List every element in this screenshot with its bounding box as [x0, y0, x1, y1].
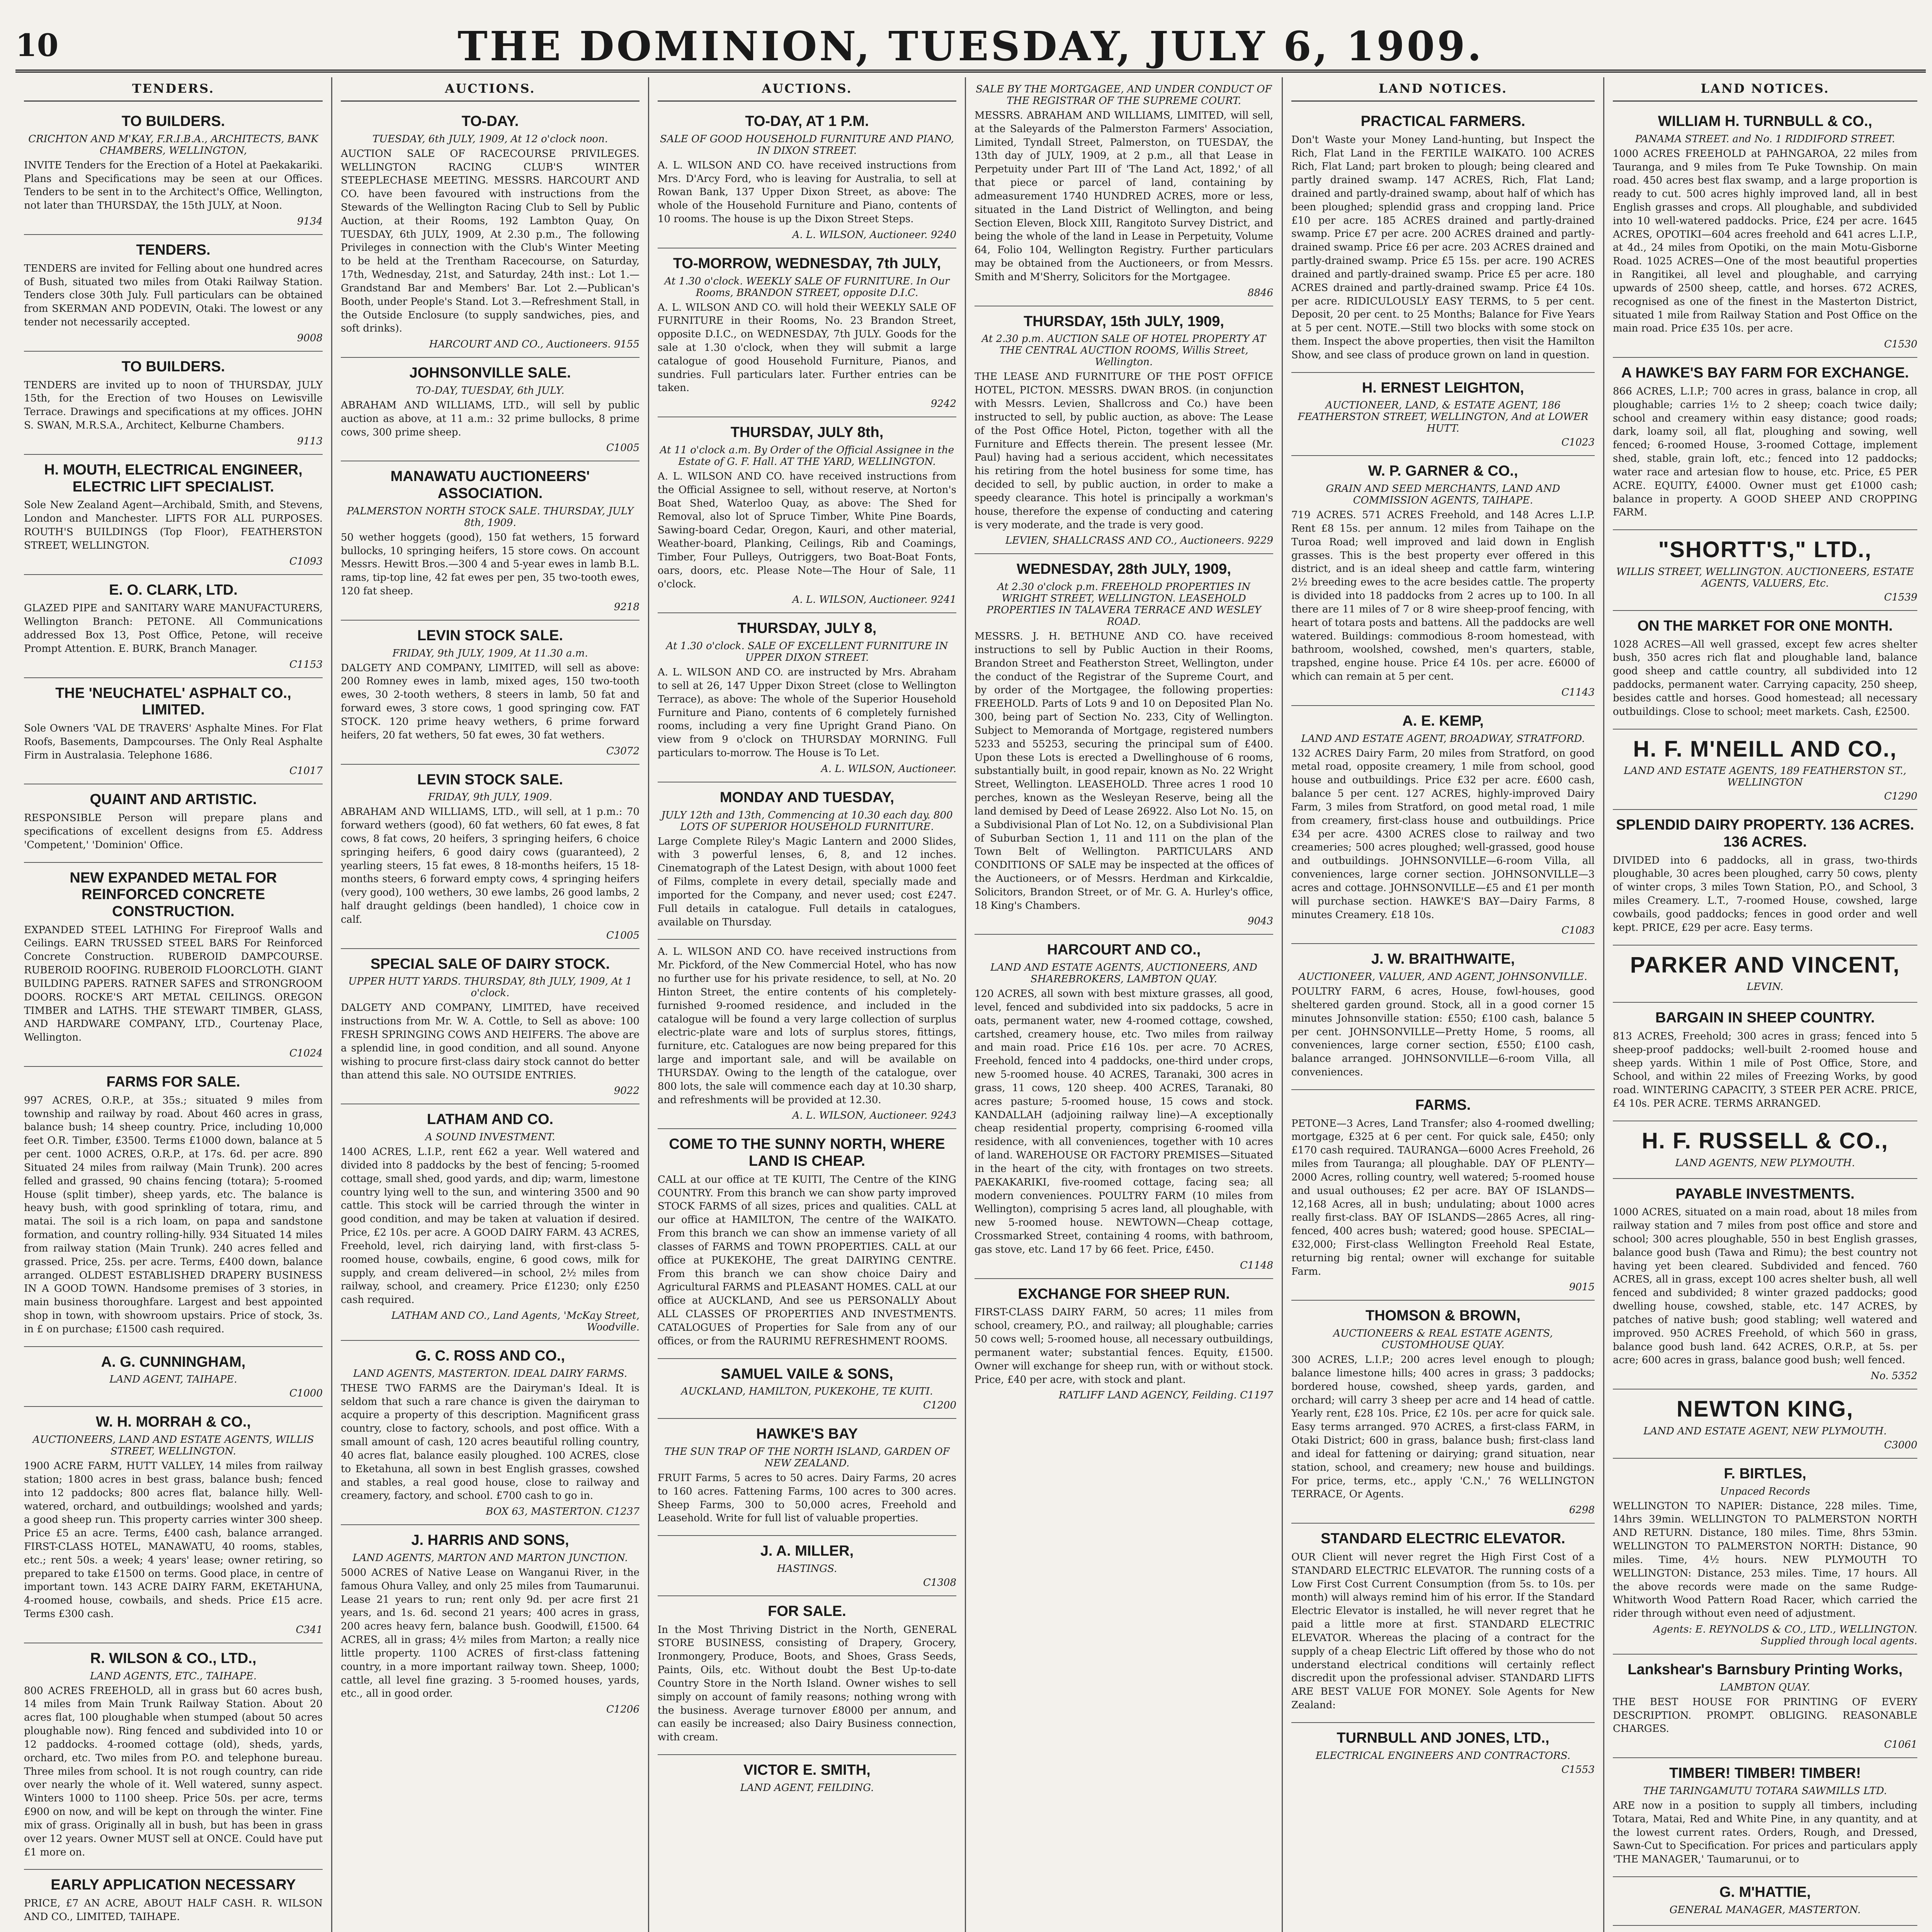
advertisement [341, 1104, 639, 1341]
ad-body-text: THE BEST HOUSE FOR PRINTING OF EVERY DESCRIPTION. PROMPT. OBLIGING. REASONABLE CHARGES. [1613, 1696, 1917, 1735]
ad-signature: C1153 [289, 658, 323, 670]
advertisement [24, 1643, 323, 1870]
advertisement [1613, 1877, 1917, 1926]
ad-body-text: DALGETY AND COMPANY, LIMITED, have received instructions from Mr. W. A. Cottle, to Sell as above: 100 FRESH SPRINGING COWS AND HEIFERS. The above are a splendid line, in good condition, and all sound. Anyone wishing to procure first-class dairy stock cannot do better than attend this sale. NO OUTSIDE ENTRIES. [341, 1002, 639, 1081]
advertisement [658, 782, 956, 940]
ad-heading: W. H. MORRAH & CO., [95, 1414, 251, 1430]
ad-heading: F. BIRTLES, [1724, 1465, 1806, 1482]
masthead [15, 15, 1926, 73]
ad-heading: HAWKE'S BAY [756, 1426, 858, 1442]
ad-signature: C1148 [1240, 1259, 1273, 1271]
ad-body-text: THE LEASE AND FURNITURE OF THE POST OFFICE HOTEL, PICTON. MESSRS. DWAN BROS. (in conjunction with Messrs. Levien, Shallcross and Co.) have been instructed to sell, by public auction, as above: The Lease of the Post Office Hotel, Picton, together with all the Furniture and Effects therein. The present lessee (Mr. Paul) having had a serious accident, which necessitates his retiring from the hotel business for some time, has decided to sell, by public auction, in order to make a speedy clearance. This hotel is principally a workman's house, therefore the expense of conducting and catering is very moderate, and the trade is very good. [975, 371, 1273, 531]
column-header: LAND NOTICES. [1613, 77, 1917, 102]
ad-subheading: LAND AGENTS, MARTON AND MARTON JUNCTION. [352, 1552, 628, 1564]
ad-body-text: MESSRS. ABRAHAM AND WILLIAMS, LIMITED, will sell, at the Saleyards of the Palmerston Farmers' Association, Limited, Tyndall Street, Palmerston, on TUESDAY, the 13th day of JULY, 1909, at 2 p.m., all that Lease in Perpetuity under Part III of 'The Land Act, 1892,' of all that piece or parcel of land, containing by admeasurement 1740 HUNDRED ACRES, more or less, situated in the Land District of Wellington, and being Section Eleven, Block XIII, Rangitoto Survey District, and being the whole of the land in Lease in Perpetuity, Volume 64, Folio 104, Wellington Registry. Further particulars may be obtained from the Auctioneers, or from Messrs. Smith and M'Sherry, Solicitors for the Mortgagee. [975, 110, 1273, 283]
ad-signature: C341 [296, 1624, 323, 1636]
advertisement [658, 106, 956, 248]
ad-heading: SPLENDID DAIRY PROPERTY. 136 ACRES. 136 ACRES. [1616, 817, 1914, 850]
ad-heading: H. MOUTH, ELECTRICAL ENGINEER, ELECTRIC LIFT SPECIALIST. [44, 461, 303, 495]
advertisement [1613, 1389, 1917, 1459]
column-2 [332, 77, 649, 1932]
ad-signature: C1553 [1561, 1764, 1595, 1776]
ad-body-text: 1000 ACRES FREEHOLD at PAHNGAROA, 22 miles from Tauranga, and 9 miles from Te Puke Township. On main road. 450 acres best flax swamp, and a large proportion is ready to cut. 500 acres highly improved land, all in best English grasses and crops. All ploughable, and subdivided into 10 well-watered paddocks. Price, £24 per acre. 1645 ACRES, OPOTIKI—604 acres freehold and 641 acres L.I.P., at 4d., 24 miles from Opotiki, on the main Motu-Gisborne Road. 1025 ACRES—One of the most beautiful properties in Rangitikei, all level and ploughable, and carrying upwards of 2500 sheep, cattle, and horses. 672 ACRES, recognised as one of the finest in the Masterton District, situated 1 mile from Railway Station and Post Office on the main road. Price £35 10s. per acre. [1613, 148, 1917, 335]
column-3 [649, 77, 966, 1932]
ad-heading: G. C. ROSS AND CO., [415, 1348, 565, 1364]
ad-subheading: ELECTRICAL ENGINEERS AND CONTRACTORS. [1315, 1750, 1571, 1762]
ad-subheading: AUCTIONEER, LAND, & ESTATE AGENT, 186 FEATHERSTON STREET, WELLINGTON, And at LOWER HUTT. [1298, 400, 1588, 435]
ad-heading: THE 'NEUCHATEL' ASPHALT CO., LIMITED. [55, 685, 291, 718]
ad-heading: TO-DAY, AT 1 P.M. [745, 113, 869, 129]
ad-heading: NEWTON KING, [1677, 1396, 1854, 1422]
ad-heading: BARGAIN IN SHEEP COUNTRY. [1655, 1010, 1875, 1026]
column-header: AUCTIONS. [341, 77, 639, 102]
advertisement [1613, 946, 1917, 1003]
ad-signature: C1017 [289, 765, 323, 777]
ad-subheading: GENERAL MANAGER, MASTERTON. [1669, 1904, 1861, 1916]
ad-subheading: SALE BY THE MORTGAGEE, AND UNDER CONDUCT OF THE REGISTRAR OF THE SUPREME COURT. [976, 83, 1272, 107]
ad-signature: BOX 63, MASTERTON. C1237 [486, 1506, 639, 1518]
advertisement [658, 613, 956, 782]
advertisement [341, 949, 639, 1105]
ad-body-text: DALGETY AND COMPANY, LIMITED, will sell as above: 200 Romney ewes in lamb, mixed ages, 150 two-tooth ewes, 30 2-tooth wethers, 8 steers in lamb, 50 fat and forward ewes, 3 store cows, 1 good springing cow. FAT STOCK. 120 prime heavy wethers, 6 prime forward heifers, 20 fat wethers, 50 fat ewes, 30 fat wethers. [341, 662, 639, 741]
ad-body-text: FIRST-CLASS DAIRY FARM, 50 acres; 11 miles from school, creamery, P.O., and railway; all ploughable; carries 50 cows well; 5-roomed house, all necessary outbuildings, permanent water; substantial fences. Equity, £1500. Owner will exchange for sheep run, with or without stock. Price, £40 per acre, with stock and plant. [975, 1306, 1273, 1386]
advertisement [658, 1755, 956, 1803]
advertisement [24, 235, 323, 352]
ad-body-text: 866 ACRES, L.I.P.; 700 acres in grass, balance in crop, all ploughable; carries 1½ to 2 sheep; coach twice daily; school and creamery within easy distance; good roads; dark, loamy soil, all flat, ploughing and sowing, well fenced; 6-roomed House, 3-roomed Cottage, implement shed, stable, grain loft, etc.; fenced into 12 paddocks; water race and artesian flow to house, etc. Price, £5 PER ACRE. EQUITY, £4000. Owner must get £1000 cash; balance in property. A GOOD SHEEP AND CROPPING FARM. [1613, 385, 1917, 519]
advertisement [1613, 106, 1917, 358]
ad-signature: Agents: E. REYNOLDS & CO., LTD., WELLINGTON. Supplied through local agents. [1653, 1624, 1917, 1647]
ad-subheading: LAND AND ESTATE AGENT, BROADWAY, STRATFORD. [1301, 733, 1585, 745]
advertisement [341, 1341, 639, 1525]
ad-body-text: TENDERS are invited up to noon of THURSDAY, JULY 15th, for the Erection of two Houses on Lewisville Terrace. Drawings and specifications at my offices. JOHN S. SWAN, M.R.S.A., Architect, Kelburne Chambers. [24, 379, 323, 431]
advertisement [1291, 1301, 1595, 1524]
ad-body-text: 300 ACRES, L.I.P.; 200 acres level enough to plough; balance limestone hills; 400 acres in grass; 3 paddocks; bordered house, cowshed, sheep yards, garden, and orchard; will carry 3 sheep per acre and 14 head of cattle. Yearly rent, £28 10s. Price, £2 10s. per acre for quick sale. Easy terms arranged. 970 ACRES, a first-class FARM, in Otaki District; 600 in grass, balance bush; first-class land and ideal for fattening or dairying; grand situation, near station, school, and creamery; new house and buildings. For price, terms, etc., apply 'C.N.,' 76 WELLINGTON TERRACE, Or Agents. [1291, 1354, 1595, 1500]
advertisement [1613, 611, 1917, 730]
advertisement [341, 1525, 639, 1722]
ad-signature: C3000 [1884, 1439, 1917, 1451]
column-6 [1604, 77, 1926, 1932]
ad-heading: H. F. RUSSELL & CO., [1641, 1128, 1889, 1153]
advertisement [341, 621, 639, 765]
ad-heading: STANDARD ELECTRIC ELEVATOR. [1321, 1531, 1565, 1547]
ad-signature: 9242 [930, 398, 956, 410]
ad-body-text: Sole New Zealand Agent—Archibald, Smith, and Stevens, London and Manchester. LIFTS FOR ALL PURPOSES. ROUTH'S BUILDINGS (Top Floor), FEATHERSTON STREET, WELLINGTON. [24, 499, 323, 551]
ad-body-text: PETONE—3 Acres, Land Transfer; also 4-roomed dwelling; mortgage, £325 at 6 per cent. For quick sale, £450; only £170 cash required. TAURANGA—6000 Acres Freehold, 26 miles from Tauranga; all ploughable. DAY OF PLENTY—2000 Acres, rolling country, well watered; 5-roomed house and usual outhouses; £2 per acre. BAY OF ISLANDS—12,168 Acres, all in bush; undulating; about 1000 acres really first-class. BAY OF ISLANDS—2865 Acres, all ring-fenced, 400 acres bush; watered; good house. SPECIAL—£32,000; First-class Wellington Freehold Real Estate, returning big rental; owner will exchange for suitable Farm. [1291, 1117, 1595, 1277]
ad-signature: C1539 [1884, 591, 1917, 603]
ad-subheading: LAND AGENTS, NEW PLYMOUTH. [1675, 1157, 1855, 1169]
ad-subheading: LAND AGENTS, MASTERTON. IDEAL DAIRY FARMS. [353, 1367, 628, 1379]
ad-heading: PARKER AND VINCENT, [1630, 952, 1900, 978]
advertisement [24, 678, 323, 785]
ad-heading: VICTOR E. SMITH, [743, 1762, 871, 1779]
advertisement [658, 940, 956, 1129]
ad-body-text: A. L. WILSON AND CO. have received instructions from the Official Assignee to sell, without reserve, at Norton's Boat Shed, Waterloo Quay, as above: The Shed for Removal, also lot of Spruce Timber, White Pine Boards, Sawing-board Cedar, Oregon, Kauri, and other material, Weather-board, Planking, Ceilings, Rib and Coamings, Timber, Four Pulleys, Outriggers, two Boat-Boat Fonts, oars, doors, etc. Please Note—The Hour of Sale, 11 o'clock. [658, 471, 956, 590]
ad-signature: C1005 [606, 929, 639, 941]
ad-subheading: LAND AND ESTATE AGENT, NEW PLYMOUTH. [1643, 1425, 1887, 1437]
ad-body-text: GLAZED PIPE and SANITARY WARE MANUFACTURERS, Wellington Branch: PETONE. All Communications addressed Box 13, Post Office, Petone, will receive Prompt Attention. E. BURK, Branch Manager. [24, 602, 323, 655]
advertisement [975, 935, 1273, 1279]
ad-signature: No. 5352 [1871, 1370, 1917, 1382]
ad-heading: PRACTICAL FARMERS. [1361, 113, 1526, 129]
ad-heading: ON THE MARKET FOR ONE MONTH. [1637, 617, 1893, 634]
ad-heading: TIMBER! TIMBER! TIMBER! [1669, 1765, 1861, 1782]
ad-heading: THURSDAY, 15th JULY, 1909, [1024, 313, 1224, 330]
ad-body-text: ARE now in a position to supply all timbers, including Totara, Matai, Red and White Pine, in any quantity, and at the lowest current rates. Orders, Rough, and Dressed, Sawn-Cut to Specification. For prices and particulars apply 'THE MANAGER,' Taumarunui, or to [1613, 1799, 1917, 1866]
ad-subheading: THE SUN TRAP OF THE NORTH ISLAND, GARDEN OF NEW ZEALAND. [664, 1446, 950, 1469]
advertisement [24, 1347, 323, 1407]
advertisement [1613, 1758, 1917, 1877]
ad-signature: 6298 [1569, 1504, 1595, 1516]
ad-heading: FARMS. [1415, 1097, 1471, 1113]
ad-heading: WEDNESDAY, 28th JULY, 1909, [1017, 561, 1231, 578]
column-header: LAND NOTICES. [1291, 77, 1595, 102]
ad-subheading: LAND AGENT, FEILDING. [740, 1782, 874, 1794]
advertisement [24, 106, 323, 235]
ad-signature: C1530 [1884, 338, 1917, 350]
ad-heading: EARLY APPLICATION NECESSARY [51, 1877, 296, 1893]
ad-heading: TO-DAY. [461, 113, 519, 129]
ad-body-text: 132 ACRES Dairy Farm, 20 miles from Stratford, on good metal road, opposite creamery, 1 mile from school, good house and outbuildings. Price £32 per acre. £600 cash, balance 5 per cent. 127 ACRES, highly-improved Dairy Farm, 3 miles from Stratford, on good metal road, 1 mile from creamery, first-class house and outbuildings. Price £34 per acre. 4300 ACRES close to railway and two creameries; 500 acres ploughed; well-grassed, good house and outbuildings. JOHNSONVILLE—6-room Villa, all conveniences, large corner section. JOHNSONVILLE—3 acres and cottage. JOHNSONVILLE—£5 and £1 per month will purchase section. HAWKE'S BAY—Dairy Farms, 8 minutes Creamery. £18 10s. [1291, 747, 1595, 921]
advertisement [1613, 1179, 1917, 1390]
advertisement [1291, 456, 1595, 706]
advertisement [975, 306, 1273, 554]
advertisement [24, 784, 323, 862]
ad-subheading: LAND AND ESTATE AGENTS, AUCTIONEERS, AND SHAREBROKERS, LAMBTON QUAY. [990, 962, 1257, 985]
ad-body-text: Large Complete Riley's Magic Lantern and 2000 Slides, with 3 powerful lenses, 6, 8, and 12 inches. Cinematograph of the Latest Design, with about 1000 feet of Films, complete in every detail, specially made and imported for the Company, and never used; cost £247. Full details in catalogue. Full details in catalogues, available on Thursday. [658, 835, 956, 928]
ad-heading: LEVIN STOCK SALE. [417, 771, 563, 788]
advertisement [1291, 1090, 1595, 1301]
ad-body-text: WELLINGTON TO NAPIER: Distance, 228 miles. Time, 14hrs 39min. WELLINGTON TO PALMERSTON NORTH AND RETURN. Distance, 180 miles. Time, 8hrs 53min. WELLINGTON TO PALMERSTON NORTH: Distance, 90 miles. Time, 4½ hours. NEW PLYMOUTH TO WELLINGTON: Distance, 253 miles. Time, 17 hours. All the above records were made on the same Rudge-Whitworth Wood Pattern Road Racer, which carried the rider through without even need of adjustment. [1613, 1500, 1917, 1620]
ad-heading: THOMSON & BROWN, [1365, 1308, 1521, 1324]
advertisement [341, 461, 639, 621]
ad-body-text: 1900 ACRE FARM, HUTT VALLEY, 14 miles from railway station; 1800 acres in best grass, balance bush; fenced into 12 paddocks; 800 acres flat, balance hilly. Well-watered, orchard, and outbuildings; woolshed and yards; a good sheep run. This property carries winter 300 sheep. Price £5 an acre. Terms, £400 cash, balance arranged. FIRST-CLASS HOTEL, MANAWATU, 40 rooms, stables, etc.; rent 50s. a week; 4 years' lease; owner retiring, so prepared to take £1500 on terms. Good place, in centre of important town. 143 ACRE DAIRY FARM, EKETAHUNA, 4-roomed house, cowbails, and sheds. Price £15 acre. Terms £300 cash. [24, 1460, 323, 1620]
ad-subheading: At 1.30 o'clock. SALE OF EXCELLENT FURNITURE IN UPPER DIXON STREET. [666, 640, 948, 664]
advertisement [1291, 1524, 1595, 1723]
advertisement [1291, 944, 1595, 1090]
ad-body-text: TENDERS are invited for Felling about one hundred acres of Bush, situated two miles from Otaki Railway Station. Tenders close 30th July. Full particulars can be obtained from SKERMAN AND PODEVIN, Otaki. The lowest or any tender not necessarily accepted. [24, 262, 323, 328]
ad-body-text: FRUIT Farms, 5 acres to 50 acres. Dairy Farms, 20 acres to 160 acres. Fattening Farms, 100 acres to 300 acres. Sheep Farms, 300 to 50,000 acres, Freehold and Leasehold. Write for full list of valuable properties. [658, 1472, 956, 1524]
ad-heading: H. F. M'NEILL AND CO., [1633, 736, 1897, 762]
ad-body-text: DIVIDED into 6 paddocks, all in grass, two-thirds ploughable, 30 acres been ploughed, carry 50 cows, plenty of winter crops, 3 miles Town Station, P.O., and School, 3 miles Creamery. L.T., 7-roomed House, cowshed, large cowbails, good paddocks; fences in good order and well kept. PRICE, £29 per acre. Easy terms. [1613, 854, 1917, 934]
advertisement [658, 1536, 956, 1596]
advertisement [658, 417, 956, 613]
ad-signature: C1024 [289, 1048, 323, 1060]
ad-signature: C1005 [606, 442, 639, 454]
ad-heading: QUAINT AND ARTISTIC. [90, 791, 257, 808]
advertisement [975, 554, 1273, 935]
ad-heading: "SHORTT'S," LTD., [1658, 537, 1872, 563]
ad-heading: TO BUILDERS. [121, 358, 225, 375]
advertisement [341, 106, 639, 358]
ad-heading: TO-MORROW, WEDNESDAY, 7th JULY, [673, 255, 941, 272]
ad-heading: PAYABLE INVESTMENTS. [1675, 1185, 1855, 1202]
ad-subheading: LAND AGENTS, ETC., TAIHAPE. [90, 1670, 257, 1682]
advertisement [1613, 1459, 1917, 1655]
column-header: AUCTIONS. [658, 77, 956, 102]
ad-signature: C1083 [1561, 925, 1595, 937]
ad-body-text: ABRAHAM AND WILLIAMS, LTD., will sell by public auction as above, at 11 a.m.: 32 prime bullocks, 8 prime cows, 300 prime sheep. [341, 399, 639, 438]
advertisement [1613, 1655, 1917, 1758]
ad-signature: C1023 [1561, 437, 1595, 449]
ad-body-text: 813 ACRES, Freehold; 300 acres in grass; fenced into 5 sheep-proof paddocks; well-built 2-roomed house and sheep yards. Within 1 mile of Post Office, Store, and School, and within 22 miles of Freezing Works, by good road. WINTERING CAPACITY, 3 STEER PER ACRE. PRICE, £4 10s. PER ACRE. TERMS ARRANGED. [1613, 1031, 1917, 1110]
ad-subheading: AUCTIONEERS, LAND AND ESTATE AGENTS, WILLIS STREET, WELLINGTON. [32, 1434, 314, 1458]
ad-signature: C3072 [606, 745, 639, 757]
ad-heading: FOR SALE. [768, 1603, 846, 1619]
ad-body-text: 800 ACRES FREEHOLD, all in grass but 60 acres bush, 14 miles from Main Trunk Railway Station. About 20 acres flat, 100 ploughable when stumped (about 50 acres ploughable now). Ring fenced and subdivided into 10 or 12 paddocks. 4-roomed cottage (old), sheds, yards, orchard, etc. Two miles from P.O. and telephone bureau. Three miles from school. It is not rough country, can ride over nearly the whole of it. Well watered, sunny aspect. Winters 1000 to 1100 sheep. Price 50s. per acre, terms £900 on now, and will be kept on through the winter. Fine mix of grass. Originally all in bush, but has been in grass over 12 years. Owner MUST sell at ONCE. Could have put £1 more on. [24, 1685, 323, 1858]
advertisement [658, 1596, 956, 1755]
ad-signature: A. L. WILSON, Auctioneer. 9240 [792, 229, 956, 241]
ad-body-text: A. L. WILSON AND CO. will hold their WEEKLY SALE OF FURNITURE in their Rooms, No. 23 Brandon Street, opposite D.I.C., on WEDNESDAY, 7th JULY. Goods for the sale at 1.30 o'clock, when they will submit a large catalogue of good Household Furniture, Pianos, and sundries. Full particulars later. Further entries can be taken. [658, 301, 956, 394]
ad-signature: C1093 [289, 555, 323, 567]
ad-heading: LEVIN STOCK SALE. [417, 627, 563, 644]
ad-heading: W. P. GARNER & CO., [1368, 463, 1518, 480]
newspaper-title: THE DOMINION, TUESDAY, JULY 6, 1909. [457, 22, 1484, 70]
advertisement [24, 1407, 323, 1643]
ad-signature: 8846 [1247, 287, 1273, 299]
column-header: TENDERS. [24, 77, 323, 102]
ad-body-text: 1400 ACRES, L.I.P., rent £62 a year. Well watered and divided into 8 paddocks by the best of fencing; 5-roomed cottage, small shed, good yards, and dip; warm, limestone country lying well to the sun, and wintering 3500 and 90 cattle. This stock will be carried through the winter in good condition, and may be taken at valuation if desired. Price, £2 10s. per acre. A GOOD DAIRY FARM. 43 ACRES, Freehold, level, rich dairying land, with first-class 5-roomed house, cowbails, engine, 6 good cows, milk for supply, and cream delivered—in school, 2½ miles from railway, school, and creamery. Price £1230; only £250 cash required. [341, 1146, 639, 1306]
ad-subheading: GRAIN AND SEED MERCHANTS, LAND AND COMMISSION AGENTS, TAIHAPE. [1326, 483, 1560, 507]
advertisement [975, 77, 1273, 306]
ad-body-text: THESE TWO FARMS are the Dairyman's Ideal. It is seldom that such a rare chance is given the dairyman to acquire a property of this description. Magnificent grass country, close to factory, schools, and post office. With a small amount of cash, 120 acres beautiful rolling country, 40 acres flat, balance easily ploughed. 100 ACRES, close to Eketahuna, all sown in best English grasses, cowshed and stables, a real good house, close to railway and creamery, factory, and school. £700 cash to go in. [341, 1382, 639, 1502]
advertisement [975, 1279, 1273, 1408]
advertisement [658, 1419, 956, 1536]
advertisement [24, 1067, 323, 1347]
advertisement [1291, 373, 1595, 456]
advertisement [24, 352, 323, 455]
ad-signature: 9043 [1247, 915, 1273, 927]
ad-body-text: 5000 ACRES of Native Lease on Wanganui River, in the famous Ohura Valley, and only 25 miles from Taumarunui. Lease 21 years to run; rent only 9d. per acre first 21 years, and 1s. 6d. second 21 years; 400 acres in grass, 200 acres heavy fern, balance bush. Goodwill, £1500. 64 ACRES, all in grass; 4½ miles from Marton; a really nice little property. 1100 ACRES of first-class fattening country, in a more important railway town. Sheep, 1000; cattle, all level fine grazing. 3 5-roomed houses, yards, etc., all in good order. [341, 1566, 639, 1700]
ad-subheading: Unpaced Records [1720, 1485, 1810, 1497]
ad-subheading: AUCKLAND, HAMILTON, PUKEKOHE, TE KUITI. [681, 1386, 933, 1398]
ad-body-text: Don't Waste your Money Land-hunting, but Inspect the Rich, Flat Land in the FERTILE WAIKATO. 100 ACRES Rich, Flat Land; part broken to plough; being cleared and partly drained swamp. 147 ACRES, Rich, Flat Land; drained and partly-drained swamp, about half of which has been ploughed; splendid grass and cropping land. Price £10 per acre. 185 ACRES drained and partly-drained swamp. Price £7 per acre. 200 ACRES drained and partly-drained swamp. Price £6 per acre. 203 ACRES drained and partly-drained swamp. Price £5 15s. per acre. 190 ACRES drained and partly-drained swamp. Price £5 per acre. 180 ACRES drained and partly-drained swamp. Price £4 10s. per acre. RIDICULOUSLY EASY TERMS, to 5 per cent. Deposit, 20 per cent. to 25 Months; Balance for Five Years at 5 per cent. NOTE.—Still two blocks with some stock on them. Inspect the above properties, then visit the Hamilton Show, and see class of produce grown on land in question. [1291, 134, 1595, 361]
ad-subheading: THE TARINGAMUTU TOTARA SAWMILLS LTD. [1643, 1785, 1887, 1797]
ad-heading: A HAWKE'S BAY FARM FOR EXCHANGE. [1621, 365, 1909, 381]
ad-subheading: PANAMA STREET. and No. 1 RIDDIFORD STREET. [1635, 133, 1895, 145]
ad-heading: A. G. CUNNINGHAM, [101, 1354, 246, 1370]
ad-heading: Lankshear's Barnsbury Printing Works, [1628, 1662, 1903, 1678]
ad-body-text: EXPANDED STEEL LATHING For Fireproof Walls and Ceilings. EARN TRUSSED STEEL BARS For Reinforced Concrete Construction. RUBEROID DAMPCOURSE. RUBEROID ROOFING. RUBEROID FLOORCLOTH. GIANT BUILDING PAPERS. RATNER SAFES and STRONGROOM DOORS. ROCKE'S ART METAL CEILINGS. OREGON TIMBER and LATHS. THE STEWART TIMBER, GLASS, AND HARDWARE COMPANY, LTD., Courtenay Place, Wellington. [24, 924, 323, 1044]
ad-body-text: In the Most Thriving District in the North, GENERAL STORE BUSINESS, consisting of Drapery, Grocery, Ironmongery, Produce, Boots, and Shoes, Grass Seeds, Paints, Oils, etc. Without doubt the Best Up-to-date Country Store in the North Island. Owner wishes to sell simply on account of family reasons; nothing wrong with the business. Average turnover £8000 per annum, and can easily be increased; also Dairy Business connection, with cream. [658, 1624, 956, 1743]
columns-container [15, 77, 1926, 1932]
advertisement [24, 575, 323, 678]
advertisement [1613, 730, 1917, 810]
ad-body-text: 1000 ACRES, situated on a main road, about 18 miles from railway station and 7 miles from post office and store and school; 300 acres ploughable, 550 in best English grasses, balance good bush (Tawa and Rimu); the best country not having yet been cleared. Subdivided and fenced. 760 ACRES, all in grass, except 100 acres shelter bush, all well fenced and subdivided; 8 winter grazed paddocks; good dwelling house, cowshed, stable, etc. 147 ACRES, by patches of native bush; good stabling; well watered and improved. 950 ACRES Freehold, of which 560 in grass, balance good bush land. 642 ACRES, O.R.P., at 5s. per acre; 600 acres in grass, balance good bush; well fenced. [1613, 1206, 1917, 1366]
ad-subheading: At 2.30 p.m. AUCTION SALE OF HOTEL PROPERTY AT THE CENTRAL AUCTION ROOMS, Willis Street, Wellington. [981, 333, 1266, 368]
ad-signature: C1200 [923, 1400, 956, 1412]
ad-subheading: HASTINGS. [777, 1563, 837, 1575]
ad-body-text: 50 wether hoggets (good), 150 fat wethers, 15 forward bullocks, 10 springing heifers, 15 store cows. On account Messrs. Hewitt Bros.—300 4 and 5-year ewes in lamb B.L. rams, tip-top line, 42 fat ewes per pen, 35 two-tooth ewes, 120 fat sheep. [341, 531, 639, 597]
ad-heading: EXCHANGE FOR SHEEP RUN. [1018, 1286, 1230, 1302]
column-1 [15, 77, 332, 1932]
ad-signature: LEVIEN, SHALLCRASS AND CO., Auctioneers. 9229 [1005, 535, 1273, 547]
ad-subheading: TUESDAY, 6th JULY, 1909, At 12 o'clock noon. [372, 133, 608, 145]
ad-body-text: CALL at our office at TE KUITI, The Centre of the KING COUNTRY. From this branch we can show party improved STOCK FARMS of all sizes, prices and qualities. CALL at our office at HAMILTON, The centre of the WAIKATO. From this branch we can show an immense variety of all classes of FARMS and TOWN PROPERTIES. CALL at our office at PUKEKOHE, The great DAIRYING CENTRE. From this branch we can show choice Dairy and Agricultural FARMS and PLEASANT HOMES. CALL at our office at AUCKLAND, And see us PERSONALLY About ALL CLASSES OF PROPERTIES AND INVESTMENTS. CATALOGUES of Properties for Sale from any of our offices, or from the RAURIMU REFRESHMENT ROOMS. [658, 1173, 956, 1347]
advertisement [658, 248, 956, 417]
ad-heading: THURSDAY, JULY 8th, [730, 424, 884, 441]
ad-signature: 9015 [1569, 1281, 1595, 1293]
ad-heading: TENDERS. [136, 242, 211, 258]
ad-heading: SPECIAL SALE OF DAIRY STOCK. [370, 956, 610, 972]
ad-signature: 9218 [614, 601, 639, 613]
ad-subheading: A SOUND INVESTMENT. [425, 1131, 555, 1143]
ad-heading: SAMUEL VAILE & SONS, [721, 1366, 893, 1382]
ad-heading: NEW EXPANDED METAL FOR REINFORCED CONCRETE CONSTRUCTION. [70, 869, 277, 920]
ad-body-text: POULTRY FARM, 6 acres, House, fowl-houses, good sheltered garden ground. Stock, all in a good corner 15 minutes Johnsonville station: £550; £100 cash, balance 5 per cent. JOHNSONVILLE—Pretty Home, 5 rooms, all conveniences, large corner section, £550; £100 cash, balance arranged. JOHNSONVILLE—6-room Villa, all conveniences. [1291, 986, 1595, 1078]
ad-subheading: SALE OF GOOD HOUSEHOLD FURNITURE AND PIANO, IN DIXON STREET. [660, 133, 954, 156]
ad-body-text: MESSRS. J. H. BETHUNE AND CO. have received instructions to sell by Public Auction in their Rooms, Brandon Street and Featherston Street, Wellington, under the conduct of the Registrar of the Supreme Court, and by order of the Mortgagee, the following properties: FREEHOLD. Parts of Lots 9 and 10 on Deposited Plan No. 300, being part of Section No. 233, City of Wellington. Subject to Memoranda of Mortgage, registered numbers 5233 and 55253, securing the principal sum of £400. Upon these Lots is erected a Dwellinghouse of 6 rooms, substantially built, in good repair, known as No. 22 Wright Street, Wellington. LEASEHOLD. Three acres 1 rood 10 perches, known as the Wesleyan Reserve, being all the land demised by Deed of Lease 26922. Also Lot No. 15, on a Subdivisional Plan of Lot No. 12, on a Subdivisional Plan of Suburban Section 1, 11 and 111 on the plan of the Town Belt of Wellington. PARTICULARS AND CONDITIONS OF SALE may be inspected at the offices of the Auctioneers, or of Messrs. Herdman and Kirkcaldie, Solicitors, Brandon Street, or of Mr. G. A. Hurley's office, 18 King's Chambers. [975, 631, 1273, 912]
ad-subheading: LAMBTON QUAY. [1720, 1681, 1810, 1693]
ad-subheading: At 1.30 o'clock. WEEKLY SALE OF FURNITURE. In Our Rooms, BRANDON STREET, opposite D.I.C. [664, 275, 950, 299]
ad-body-text: INVITE Tenders for the Erection of a Hotel at Paekakariki. Plans and Specifications may be seen at our Offices. Tenders to be sent in to the Architect's Office, Wellington, not later than THURSDAY, the 15th JULY, at Noon. [24, 159, 323, 212]
ad-signature: C1206 [606, 1704, 639, 1716]
ad-heading: G. M'HATTIE, [1719, 1884, 1811, 1901]
ad-subheading: At 2.30 o'clock p.m. FREEHOLD PROPERTIES IN WRIGHT STREET, WELLINGTON. LEASEHOLD PROPERTIES IN TALAVERA TERRACE AND WESLEY ROAD. [986, 581, 1261, 628]
ad-body-text: OUR Client will never regret the High First Cost of a STANDARD ELECTRIC ELEVATOR. The running costs of a Low First Cost Current Consumption (from 5s. to 10s. per month) will always remind him of his error. If the Standard Electric Elevator is installed, he will never regret that he paid a little more at first. STANDARD ELECTRIC ELEVATOR. Whereas the placing of a contract for the supply of a cheap Electric Lift offered by those who do not understand electrical conditions will certainly reflect discredit upon the professional adviser. STANDARD LIFTS ARE BEST VALUE FOR MONEY. Sole Agents for New Zealand: [1291, 1551, 1595, 1711]
ad-subheading: AUCTIONEER, VALUER, AND AGENT, JOHNSONVILLE. [1299, 971, 1587, 983]
advertisement [24, 455, 323, 575]
ad-signature: A. L. WILSON, Auctioneer. 9243 [792, 1110, 956, 1122]
ad-body-text: PRICE, £7 AN ACRE, ABOUT HALF CASH. R. WILSON AND CO., LIMITED, TAIHAPE. [24, 1898, 323, 1923]
ad-heading: WILLIAM H. TURNBULL & CO., [1658, 113, 1872, 129]
ad-subheading: LAND AND ESTATE AGENTS, 189 FEATHERSTON ST., WELLINGTON [1624, 765, 1906, 789]
ad-heading: THURSDAY, JULY 8, [737, 620, 877, 637]
ad-subheading: WILLIS STREET, WELLINGTON. AUCTIONEERS, ESTATE AGENTS, VALUERS, Etc. [1616, 566, 1914, 589]
advertisement [341, 358, 639, 461]
ad-body-text: ABRAHAM AND WILLIAMS, LTD., will sell, at 1 p.m.: 70 forward wethers (good), 60 fat wethers, 60 fat ewes, 8 fat cows, 8 fat cows, 20 heifers, 3 springing heifers, 6 choice springing heifers, 6 good dairy cows (guaranteed), 2 yearling steers, 15 fat ewes, 8 18-months heifers, 15 18-months steers, 6 forward empty cows, 4 springing heifers (very good), 100 wethers, 30 ewe lambs, 26 good lambs, 2 half draught geldings (been handled), 1 choice cow in calf. [341, 806, 639, 925]
column-5 [1283, 77, 1604, 1932]
ad-body-text: A. L. WILSON AND CO. have received instructions from Mr. Pickford, of the New Commercial Hotel, who has now no further use for his private residence, to sell, at No. 20 Hinton Street, the entire contents of his completely-furnished 9-roomed residence, and included in the catalogue will be found a very large collection of surplus electric-plate ware and lots of surplus stores, fittings, furniture, etc. Catalogues are now being prepared for this large and important sale, and will be available on THURSDAY. Owing to the length of the catalogue, over 800 lots, the sale will commence each day at 10.30 sharp, and refreshments will be provided at 12.30. [658, 946, 956, 1106]
ad-body-text: A. L. WILSON AND CO. have received instructions from Mrs. D'Arcy Ford, who is leaving for Australia, to sell at Rowan Bank, 137 Upper Dixon Street, as above: The whole of the Household Furniture and Piano, contents of 10 rooms. The house is up the Dixon Street Steps. [658, 159, 956, 225]
ad-signature: A. L. WILSON, Auctioneer. [821, 763, 956, 775]
ad-signature: A. L. WILSON, Auctioneer. 9241 [792, 594, 956, 606]
ad-signature: RATLIFF LAND AGENCY, Feilding. C1197 [1058, 1389, 1273, 1401]
advertisement [1613, 1926, 1917, 1932]
ad-heading: TO BUILDERS. [121, 113, 225, 129]
ad-subheading: FRIDAY, 9th JULY, 1909, At 11.30 a.m. [392, 647, 588, 659]
ad-body-text: AUCTION SALE OF RACECOURSE PRIVILEGES. WELLINGTON RACING CLUB'S WINTER STEEPLECHASE MEETING. MESSRS. HARCOURT AND CO. have been favoured with instructions from the Stewards of the Wellington Racing Club to Sell by Public Auction, at their Rooms, 192 Lambton Quay, On TUESDAY, 6th JULY, 1909, At 2.30 p.m., The following Privileges in connection with the Club's Winter Meeting to be held at the Trentham Racecourse, on Saturday, 17th, Wednesday, 21st, and Saturday, 24th inst.: Lot 1.—Grandstand Bar and Members' Bar. Lot 2.—Publican's Booth, under People's Stand. Lot 3.—Refreshment Stall, in the Outside Enclosure (to supply sandwiches, pies, and soft drinks). [341, 148, 639, 335]
ad-signature: C1143 [1561, 686, 1595, 698]
ad-signature: C1308 [923, 1577, 956, 1588]
ad-heading: TURNBULL AND JONES, LTD., [1337, 1730, 1549, 1746]
ad-signature: LATHAM AND CO., Land Agents, 'McKay Street, Woodville. [391, 1310, 639, 1333]
ad-heading: COME TO THE SUNNY NORTH, WHERE LAND IS CHEAP. [669, 1136, 945, 1170]
ad-subheading: TO-DAY, TUESDAY, 6th JULY. [416, 384, 565, 396]
advertisement [1613, 1121, 1917, 1179]
ad-subheading: AUCTIONEERS & REAL ESTATE AGENTS, CUSTOMHOUSE QUAY. [1333, 1328, 1553, 1351]
ad-signature: C1061 [1884, 1739, 1917, 1751]
ad-subheading: At 11 o'clock a.m. By Order of the Official Assignee in the Estate of G. F. Hall. AT THE YARD, WELLINGTON. [660, 444, 954, 468]
ad-signature: HARCOURT AND CO., Auctioneers. 9155 [429, 338, 639, 350]
ad-subheading: JULY 12th and 13th, Commencing at 10.30 each day. 800 LOTS OF SUPERIOR HOUSEHOLD FURNITURE. [661, 809, 953, 833]
ad-body-text: Sole Owners 'VAL DE TRAVERS' Asphalte Mines. For Flat Roofs, Basements, Dampcourses. The Only Real Asphalte Firm in Australasia. Telephone 1686. [24, 722, 323, 761]
ad-subheading: CRICHTON AND M'KAY, F.R.I.B.A., ARCHITECTS, BANK CHAMBERS, WELLINGTON, [28, 133, 318, 156]
ad-signature: C1290 [1884, 791, 1917, 803]
advertisement [1613, 358, 1917, 530]
ad-heading: MANAWATU AUCTIONEERS' ASSOCIATION. [390, 468, 590, 502]
advertisement [1291, 1723, 1595, 1782]
advertisement [1613, 530, 1917, 611]
ad-signature: 9022 [614, 1085, 639, 1097]
ad-heading: JOHNSONVILLE SALE. [409, 365, 571, 381]
ad-subheading: PALMERSTON NORTH STOCK SALE. THURSDAY, JULY 8th, 1909. [347, 505, 634, 529]
ad-heading: J. HARRIS AND SONS, [411, 1532, 569, 1549]
page-number: 10 [15, 27, 59, 63]
ad-subheading: UPPER HUTT YARDS. THURSDAY, 8th JULY, 1909, At 1 o'clock. [348, 976, 632, 999]
ad-signature: 9134 [297, 216, 323, 227]
ad-heading: H. ERNEST LEIGHTON, [1362, 379, 1524, 396]
ad-heading: LATHAM AND CO. [427, 1111, 554, 1128]
ad-heading: FARMS FOR SALE. [106, 1074, 240, 1090]
ad-subheading: LAND AGENT, TAIHAPE. [109, 1374, 237, 1386]
ad-heading: J. W. BRAITHWAITE, [1371, 951, 1515, 968]
ad-heading: J. A. MILLER, [760, 1543, 854, 1560]
advertisement [658, 1359, 956, 1419]
ad-body-text: 1028 ACRES—All well grassed, except few acres shelter bush, 350 acres rich flat and ploughable land, balance good sheep and cattle country, all subdivided into 12 paddocks, permanent water. Carrying capacity, 250 sheep, besides cattle and horses. Good homestead; all necessary outbuildings. Close to school; meet markets. Cash, £2500. [1613, 638, 1917, 718]
ad-heading: R. WILSON & CO., LTD., [90, 1650, 257, 1667]
ad-subheading: FRIDAY, 9th JULY, 1909. [428, 791, 553, 803]
advertisement [1291, 106, 1595, 373]
ad-signature: 9008 [297, 332, 323, 344]
ad-body-text: 120 ACRES, all sown with best mixture grasses, all good, level, fenced and subdivided into six paddocks, 5 acre in oats, permanent water, new 4-roomed cottage, cowshed, cartshed, creamery house, etc. Two miles from railway and main road. Price £16 10s. per acre. 70 ACRES, Freehold, fenced into 4 paddocks, one-third under crops, new 5-roomed house. 40 ACRES, Taranaki, 300 acres in grass, 11 cows, 120 sheep. 400 ACRES, Taranaki, 80 acres pasture; 5-roomed house, 15 cows and stock. KANDALLAH (adjoining railway line)—A exceptionally cheap residential property, comprising 6-roomed villa residence, with all conveniences, together with 10 acres of land. WAREHOUSE OR FACTORY PREMISES—Situated in the heart of the city, with frontages on two streets. PAEKAKARIKI, five-roomed cottage, facing sea; all modern conveniences. POULTRY FARM (10 miles from Wellington), comprising 5 acres land, all ploughable, with new 5-roomed house. NEWTOWN—Cheap cottage, Crossmarked Street, containing 4 rooms, with bathroom, gas stove, etc. Land 17 by 66 feet. Price, £450. [975, 988, 1273, 1255]
ad-body-text: A. L. WILSON AND CO. are instructed by Mrs. Abraham to sell at 26, 147 Upper Dixon Street (close to Wellington Terrace), as above: The whole of the Superior Household Furniture and Piano, contents of 6 completely furnished rooms, including a very fine Upright Grand Piano. On view from 9 o'clock on THURSDAY MORNING. Full particulars to-morrow. The House is To Let. [658, 667, 956, 759]
ad-body-text: 997 ACRES, O.R.P., at 35s.; situated 9 miles from township and railway by road. About 460 acres in grass, balance bush; 14 sheep country. Price, including 10,000 feet O.R. Timber, £3500. Terms £1000 down, balance at 5 per cent. 1000 ACRES, O.R.P., at 17s. 6d. per acre. 890 Situated 24 miles from railway (Main Trunk). 200 acres felled and grassed, 90 chains fencing (totara); 5-roomed House (split timber), sheep yards, etc. The balance is heavy bush, with good sprinkling of totara, rimu, and matai. The soil is a rich loam, on papa and sandstone formation, and country rolling-hilly. 934 Situated 14 miles from railway station (Main Trunk). 240 acres felled and grassed. Price, 25s. per acre. Terms, £400 down, balance arranged. OLDEST ESTABLISHED DRAPERY BUSINESS IN A GOOD TOWN. Handsome premises of 3 stories, in main business thoroughfare. Largest and best appointed shop in town, with showroom upstairs. Price of stock, 3s. in £ on purchase; £1500 cash required. [24, 1094, 323, 1335]
ad-heading: A. E. KEMP, [1402, 713, 1484, 729]
ad-body-text: RESPONSIBLE Person will prepare plans and specifications of excellent designs from £5. Address 'Competent,' 'Dominion' Office. [24, 812, 323, 851]
ad-subheading: LEVIN. [1747, 981, 1784, 993]
advertisement [341, 765, 639, 949]
ad-heading: HARCOURT AND CO., [1047, 942, 1201, 958]
column-4 [966, 77, 1283, 1932]
ad-signature: C1000 [289, 1388, 323, 1400]
advertisement [1613, 810, 1917, 945]
ad-heading: E. O. CLARK, LTD. [109, 582, 238, 598]
ad-body-text: 719 ACRES. 571 ACRES Freehold, and 148 Acres L.I.P. Rent £8 15s. per annum. 12 miles from Taihape on the Turoa Road; well improved and laid down in English grasses. This is the best property ever offered in this district, and is an ideal sheep and cattle farm, wintering 2½ breeding ewes to the acre besides cattle. The property is divided into 18 paddocks from 2 acres up to 100. In all there are 11 miles of 7 or 8 wire sheep-proof fencing, with heart of totara posts and battens. All the paddocks are well watered. Buildings: commodious 8-room homestead, with bathroom, woolshed, cowshed, men's quarters, stable, trapshed, engine house. Price £4 10s. per acre. £6000 of which can remain at 5 per cent. [1291, 509, 1595, 683]
ad-signature: 9113 [297, 435, 323, 447]
advertisement [1613, 1003, 1917, 1121]
advertisement [658, 1129, 956, 1359]
advertisement [24, 1870, 323, 1932]
ad-heading: MONDAY AND TUESDAY, [719, 789, 895, 806]
advertisement [24, 863, 323, 1067]
advertisement [1291, 706, 1595, 944]
